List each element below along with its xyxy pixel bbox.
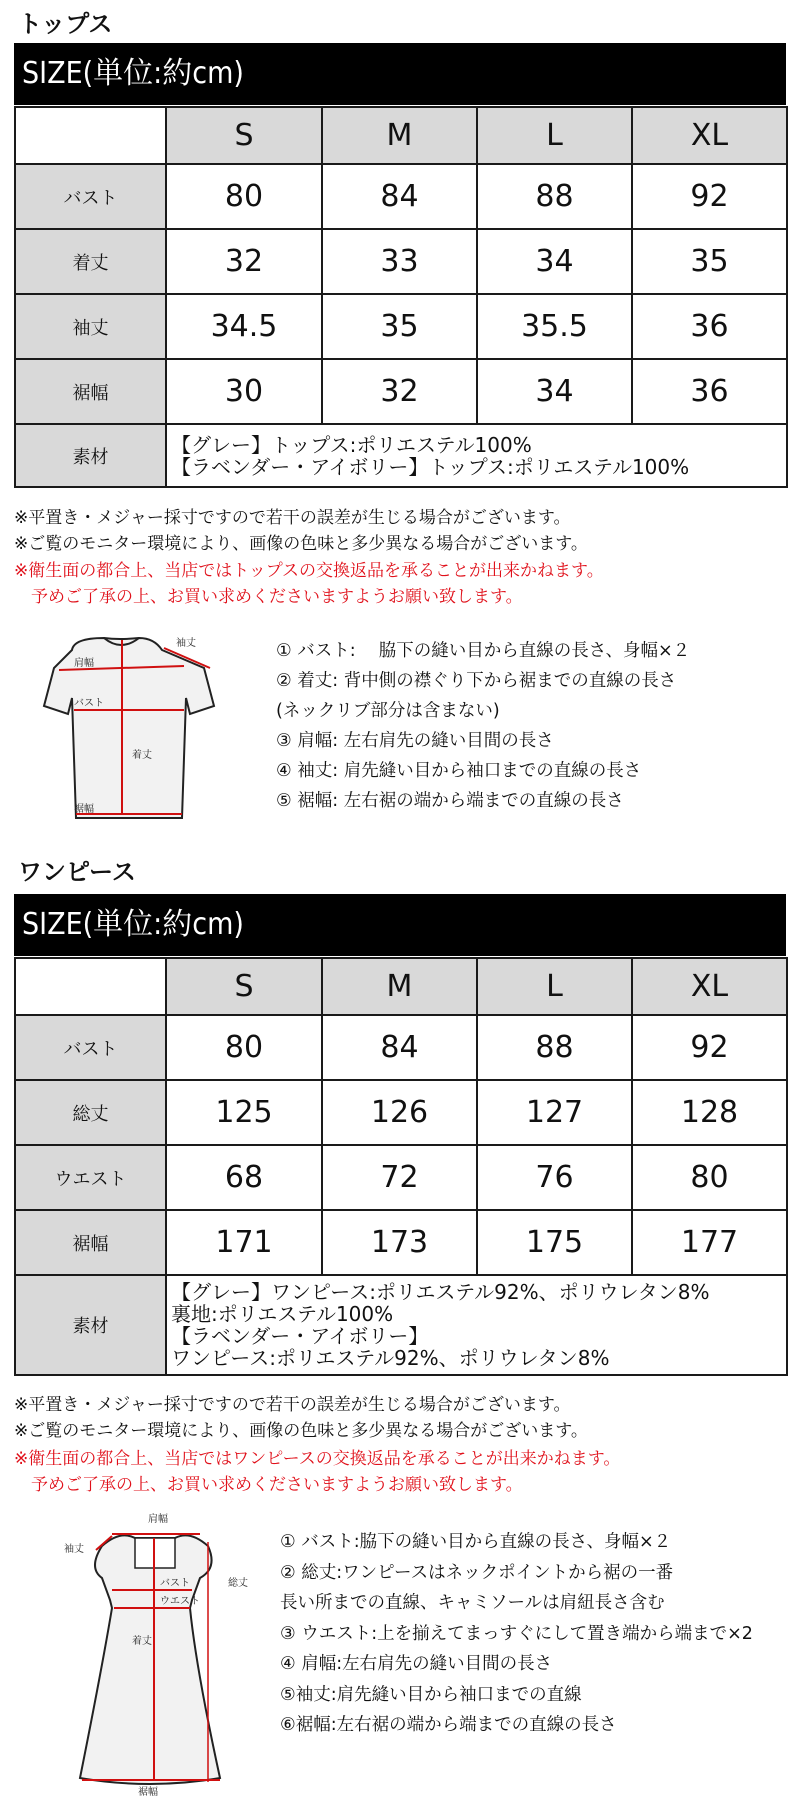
table-row (15, 164, 787, 229)
table-cell: 76 (477, 1145, 632, 1210)
note-line: ※ご覧のモニター環境により、画像の色味と多少異なる場合がございます。 (14, 1421, 588, 1441)
table-cell: 171 (166, 1210, 322, 1275)
diagram-label-length: 着丈 (132, 1636, 152, 1647)
table-cell: 92 (632, 164, 787, 229)
tshirt-diagram (14, 628, 234, 828)
size-header-xl: XL (632, 958, 787, 1015)
note-line: ※平置き・メジャー採寸ですので若干の誤差が生じる場合がございます。 (14, 508, 571, 528)
table-cell: 80 (166, 1015, 322, 1080)
tshirt-outline-icon (44, 638, 214, 818)
table-cell: 72 (322, 1145, 477, 1210)
warning-line: ※衛生面の都合上、当店ではワンピースの交換返品を承ることが出来かねます。 (14, 1449, 621, 1469)
legend-line: ② 総丈:ワンピースはネックポイントから裾の一番 (280, 1562, 674, 1583)
table-cell: 92 (632, 1015, 787, 1080)
onepiece-section-title: ワンピース (18, 858, 136, 886)
onepiece-size-table (14, 957, 788, 1376)
tops-notes (14, 505, 588, 557)
table-cell: 127 (477, 1080, 632, 1145)
table-cell: 128 (632, 1080, 787, 1145)
row-label: 裾幅 (15, 1210, 166, 1275)
table-cell: 34 (477, 229, 632, 294)
onepiece-legend (280, 1527, 753, 1741)
legend-line: ④ 肩幅:左右肩先の縫い目間の長さ (280, 1654, 553, 1674)
tops-legend (276, 636, 690, 816)
diagram-label-hem: 裾幅 (138, 1787, 158, 1798)
row-label: 裾幅 (15, 359, 166, 424)
onepiece-size-header: SIZE(単位:約cm) (14, 894, 786, 956)
table-corner-cell (15, 107, 166, 164)
table-cell: 35 (322, 294, 477, 359)
size-header-s: S (166, 107, 322, 164)
note-line: ※ご覧のモニター環境により、画像の色味と多少異なる場合がございます。 (14, 534, 588, 554)
row-label: 着丈 (15, 229, 166, 294)
tops-size-table (14, 106, 788, 488)
diagram-label-shoulder: 肩幅 (148, 1514, 168, 1525)
dress-diagram (40, 1508, 270, 1798)
table-row (15, 229, 787, 294)
diagram-label-sleeve: 袖丈 (176, 638, 196, 649)
warning-line: ※衛生面の都合上、当店ではトップスの交換返品を承ることが出来かねます。 (14, 561, 604, 581)
tops-section-title: トップス (18, 10, 113, 38)
legend-line: ⑤袖丈:肩先縫い目から袖口までの直線 (280, 1684, 582, 1705)
size-header-s: S (166, 958, 322, 1015)
table-cell: 36 (632, 294, 787, 359)
table-cell: 84 (322, 1015, 477, 1080)
table-cell: 30 (166, 359, 322, 424)
table-cell: 32 (166, 229, 322, 294)
size-header-l: L (477, 958, 632, 1015)
table-cell: 126 (322, 1080, 477, 1145)
row-label: ウエスト (15, 1145, 166, 1210)
table-cell: 33 (322, 229, 477, 294)
diagram-label-sleeve: 袖丈 (64, 1544, 84, 1555)
size-header-m: M (322, 107, 477, 164)
table-cell: 80 (632, 1145, 787, 1210)
size-header-m: M (322, 958, 477, 1015)
tops-red-notes (14, 558, 604, 610)
diagram-label-length: 着丈 (132, 750, 152, 761)
material-label: 素材 (15, 1275, 166, 1375)
dress-outline-icon (80, 1535, 220, 1784)
onepiece-notes (14, 1392, 588, 1444)
onepiece-red-notes (14, 1446, 620, 1498)
material-text: 【グレー】トップス:ポリエステル100% 【ラベンダー・アイボリー】トップス:ポリエステル100% (166, 424, 787, 487)
row-label: 総丈 (15, 1080, 166, 1145)
legend-line: ④ 袖丈: 肩先縫い目から袖口までの直線の長さ (276, 761, 642, 781)
legend-line: ⑤ 裾幅: 左右裾の端から端までの直線の長さ (276, 791, 624, 811)
table-row (15, 1015, 787, 1080)
legend-line: ③ 肩幅: 左右肩先の縫い目間の長さ (276, 731, 554, 751)
table-cell: 175 (477, 1210, 632, 1275)
table-cell: 35.5 (477, 294, 632, 359)
table-cell: 36 (632, 359, 787, 424)
table-cell: 34.5 (166, 294, 322, 359)
legend-line: ① バスト:脇下の縫い目から直線の長さ、身幅×２ (280, 1532, 672, 1552)
warning-line: 予めご了承の上、お買い求めくださいますようお願い致します。 (14, 587, 523, 607)
table-cell: 88 (477, 164, 632, 229)
warning-line: 予めご了承の上、お買い求めくださいますようお願い致します。 (14, 1475, 523, 1495)
table-corner-cell (15, 958, 166, 1015)
material-text: 【グレー】ワンピース:ポリエステル92%、ポリウレタン8% 裏地:ポリエステル100% 【ラベンダー・アイボリー】 ワンピース:ポリエステル92%、ポリウレタン8% (166, 1275, 787, 1375)
legend-line: ③ ウエスト:上を揃えてまっすぐにして置き端から端まで×2 (280, 1623, 753, 1644)
table-row (15, 359, 787, 424)
legend-line: ① バスト: 脇下の縫い目から直線の長さ、身幅×２ (276, 641, 691, 661)
table-cell: 32 (322, 359, 477, 424)
table-cell: 173 (322, 1210, 477, 1275)
table-row (15, 294, 787, 359)
table-row (15, 1145, 787, 1210)
tops-size-header: SIZE(単位:約cm) (14, 43, 786, 105)
table-cell: 177 (632, 1210, 787, 1275)
size-header-l: L (477, 107, 632, 164)
legend-line: ⑥裾幅:左右裾の端から端までの直線の長さ (280, 1715, 617, 1735)
size-header-xl: XL (632, 107, 787, 164)
table-cell: 125 (166, 1080, 322, 1145)
material-label: 素材 (15, 424, 166, 487)
diagram-label-hem: 裾幅 (74, 804, 94, 815)
table-cell: 80 (166, 164, 322, 229)
legend-line: 長い所までの直線、キャミソールは肩紐長さ含む (280, 1593, 665, 1613)
table-cell: 34 (477, 359, 632, 424)
row-label: 袖丈 (15, 294, 166, 359)
row-label: バスト (15, 164, 166, 229)
diagram-label-waist: ウエスト (160, 1596, 200, 1607)
diagram-label-total: 総丈 (228, 1578, 248, 1589)
legend-line: ② 着丈: 背中側の襟ぐり下から裾までの直線の長さ (276, 671, 677, 691)
diagram-label-shoulder: 肩幅 (74, 658, 94, 669)
table-row (15, 1210, 787, 1275)
material-row (15, 1275, 787, 1375)
table-cell: 88 (477, 1015, 632, 1080)
table-cell: 68 (166, 1145, 322, 1210)
diagram-label-bust: バスト (74, 698, 104, 709)
table-cell: 35 (632, 229, 787, 294)
table-row (15, 1080, 787, 1145)
diagram-label-bust: バスト (160, 1578, 190, 1589)
note-line: ※平置き・メジャー採寸ですので若干の誤差が生じる場合がございます。 (14, 1395, 571, 1415)
material-row (15, 424, 787, 487)
table-cell: 84 (322, 164, 477, 229)
row-label: バスト (15, 1015, 166, 1080)
legend-line: (ネックリブ部分は含まない) (276, 701, 500, 721)
